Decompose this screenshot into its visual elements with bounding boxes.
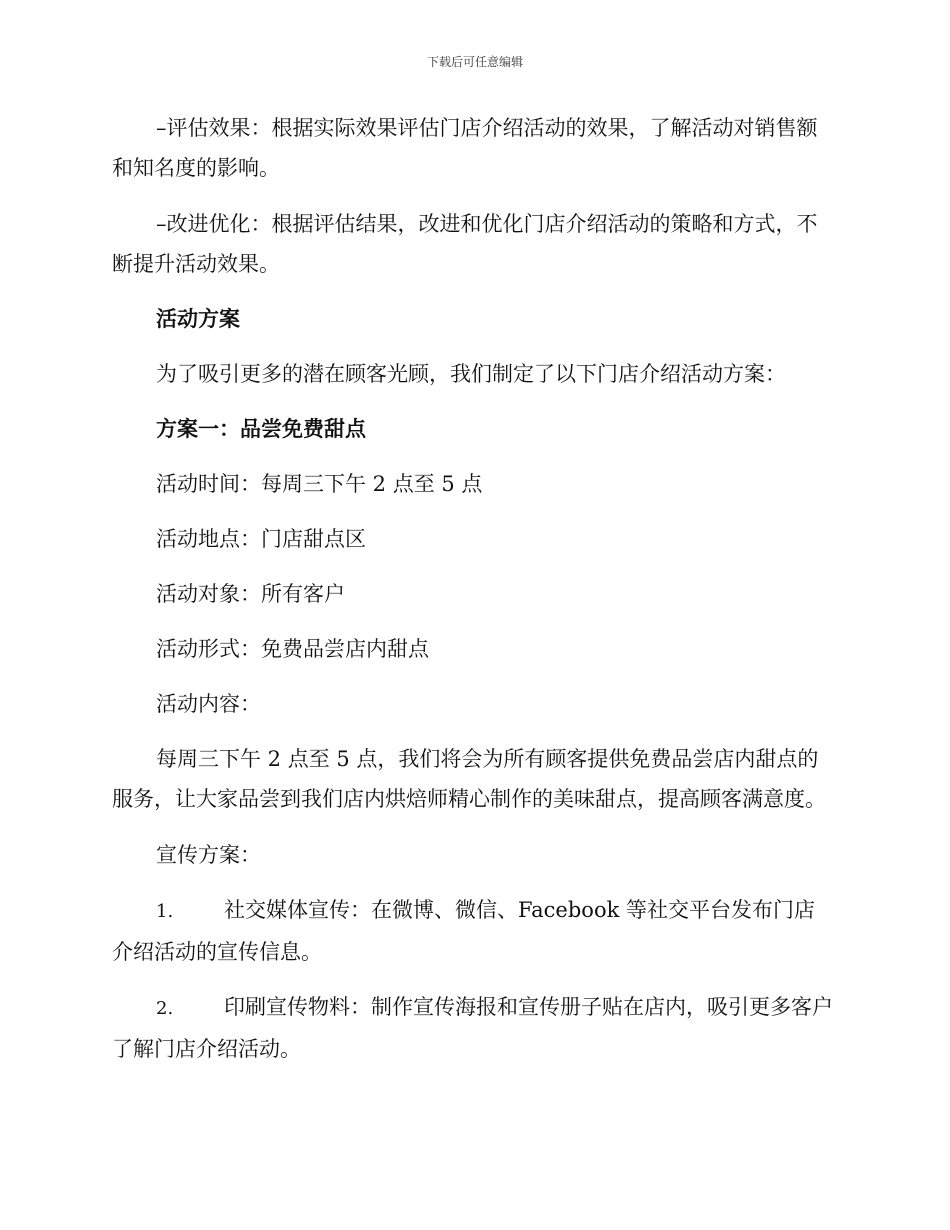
- list-item-text: 社交媒体宣传：在微博、微信、Facebook 等社交平台发布门店介绍活动的宣传信息。: [112, 898, 815, 964]
- paragraph-evaluate-effect: –评估效果：根据实际效果评估门店介绍活动的效果，了解活动对销售额和知名度的影响。: [112, 116, 818, 180]
- paragraph-intro: 为了吸引更多的潜在顾客光顾，我们制定了以下门店介绍活动方案：: [156, 362, 786, 386]
- list-item-number: 2.: [156, 998, 174, 1019]
- activity-target: 活动对象：所有客户: [156, 582, 345, 606]
- document-body: [112, 108, 834, 1069]
- plan-one-heading: 方案一：品尝免费甜点: [156, 416, 366, 441]
- activity-content-label: 活动内容：: [156, 692, 261, 716]
- activity-content-body: 每周三下午 2 点至 5 点，我们将会为所有顾客提供免费品尝店内甜点的服务，让大家品尝到我们店内烘焙师精心制作的美味甜点，提高顾客满意度。: [112, 747, 826, 811]
- activity-time: 活动时间：每周三下午 2 点至 5 点: [156, 472, 483, 496]
- section-heading-activity-plan: 活动方案: [156, 306, 240, 331]
- activity-location: 活动地点：门店甜点区: [156, 527, 366, 551]
- activity-form: 活动形式：免费品尝店内甜点: [156, 637, 429, 661]
- promotion-plan-label: 宣传方案：: [156, 843, 261, 867]
- list-item-text: 印刷宣传物料：制作宣传海报和宣传册子贴在店内，吸引更多客户了解门店介绍活动。: [112, 995, 833, 1061]
- page-header: 下载后可任意编辑: [426, 55, 523, 69]
- list-item: [112, 890, 834, 972]
- paragraph-improve-optimize: –改进优化：根据评估结果，改进和优化门店介绍活动的策略和方式，不断提升活动效果。: [112, 212, 818, 276]
- list-item: [112, 987, 834, 1069]
- list-item-number: 1.: [156, 901, 174, 922]
